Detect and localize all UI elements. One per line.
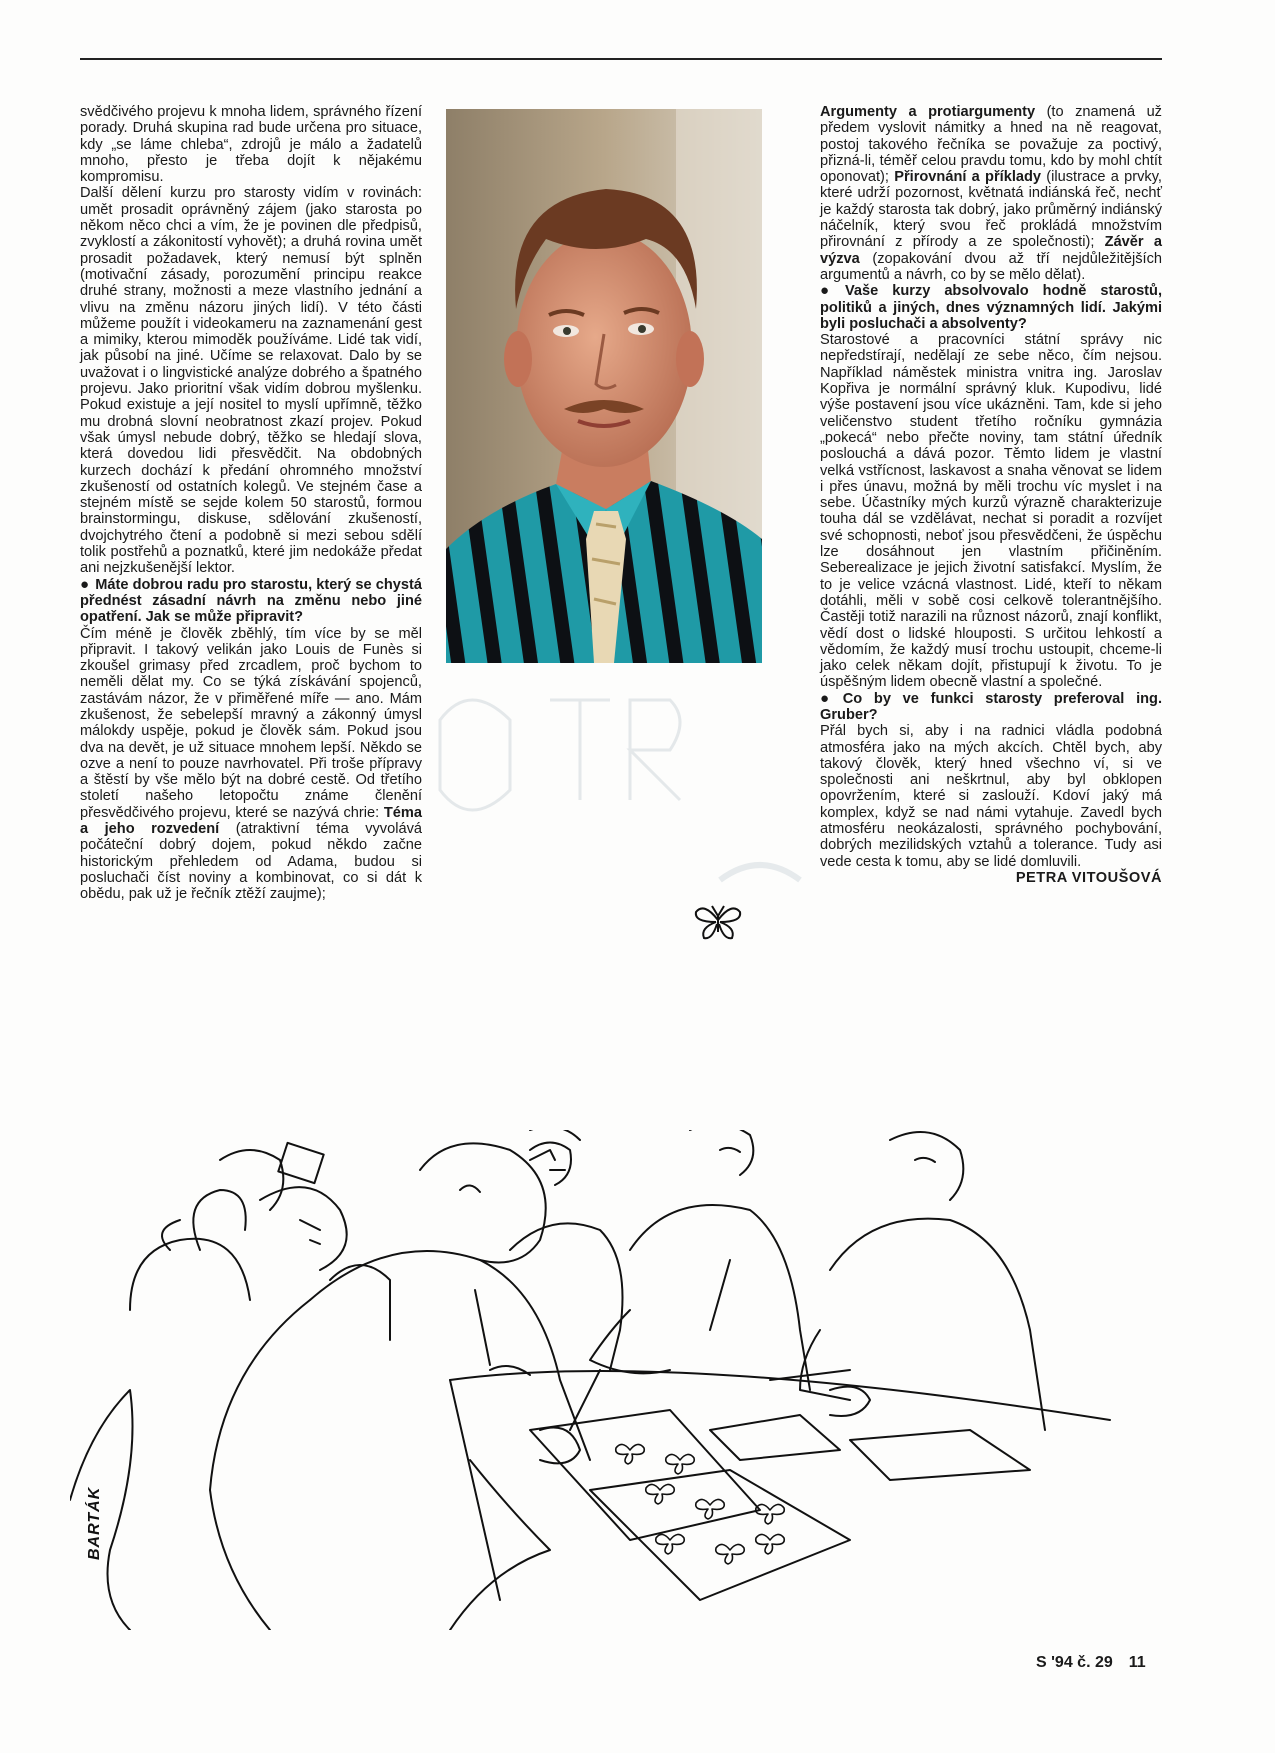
question-text: Máte dobrou radu pro starostu, který se chystá přednést zásadní návrh na změnu nebo jiné opatření. Jak se může připravit? [80, 576, 423, 626]
interview-question [80, 577, 422, 626]
page-footer [1036, 1654, 1146, 1672]
bold-term: Závěr a výzva [820, 234, 1162, 267]
portrait-photo [446, 109, 762, 663]
bold-term: Přirovnání a příklady [894, 169, 1042, 186]
question-text: Co by ve funkci starosty preferoval ing. Gruber? [820, 690, 1163, 723]
text-run: (zopakování dvou až tří nejdůležitějších argumentů a návrh, co by se mělo dělat). [820, 250, 1162, 283]
portrait-illustration [446, 109, 762, 663]
bullet-icon: ● [820, 282, 839, 300]
text-run: Čím méně je člověk zběhlý, tím více by se měl připravit. I takový velikán jako Louis de Funès si zkoušel grimasy před zrcadlem, proč bychom to neměli dělat my. Co se týká získávání spojenců, zastávám názor, že v přiměřené míře — ano. Mám zkušenost, že sebelepší mravný a zákonný úmysl málokdy uspěje, pokud je člověk sám. Pokud jsou dva na devět, je už situace mnohem lepší. Někdo se ozve a není to pouze navrhovatel. Při troše přípravy a štěstí by vše mělo být na dobré cestě. Od třetího století našeho letopočtu známe členění přesvědčivého projevu, které se nazývá chrie: [80, 625, 422, 821]
article-column-right [820, 104, 1162, 886]
paragraph: svědčivého projevu k mnoha lidem, správného řízení porady. Druhá skupina rad bude určena pro situace, kdy „se láme chleba“, zdrojů je málo a žadatelů mnoho, přesto je třeba dojít k nějakému kompromisu. [80, 104, 422, 186]
bullet-icon: ● [820, 689, 837, 707]
butterfly-icon [690, 898, 746, 942]
paragraph: Starostové a pracovníci státní správy nic nepředstírají, nedělají ze sebe něco, čím nejsou. Například náměstek ministra vnitra ing. Jaroslav Kopřiva je normální správný kluk. Kupodivu, lidé výše postavení jsou více ukázněni. Tam, kde si jeho veličenstvo student třetího ročníku gymnázia „pokecá“ nebo přečte noviny, tam státní úředník poslouchá a dává pozor. Těmto lidem je vlastní velká vstřícnost, laskavost a snaha věnovat se lidem i přes únavu, možná by měli trochu víc myslet i na sebe. Účastníky mých kurzů výrazně charakterizuje touha dál se vzdělávat, nechat si poradit a rozvíjet své schopnosti, neboť jsou přesvědčeni, že úspěchu lze dosáhnout jen vlastním přičiněním. Seberealizace je jejich životní satisfakcí. Myslím, že to je velice vzácná vlastnost. Lidé, kteří to někam dotáhli, měli v sobě cosi celkově tolerantnějšího. Častěji totiž narazili na různost názorů, znají konflikt, vědí dost o lidské hlouposti. S určitou lehkostí a vědomím, že každý musí trochu ustoupit, chceme-li jako celek někam dojít, přistupují k životu. To je úspěšným lidem obecně vlastní a společné. [820, 332, 1162, 691]
top-rule [80, 58, 1162, 60]
author-byline: PETRA VITOUŠOVÁ [1015, 869, 1162, 886]
interview-question [820, 691, 1162, 724]
bold-term: Téma a jeho rozvedení [80, 804, 422, 838]
show-through-shapes [430, 680, 810, 980]
cartoon-illustration [70, 1130, 1180, 1630]
paragraph: Přál bych si, aby i na radnici vládla podobná atmosféra jako na mých akcích. Chtěl bych, aby takový člověk, který hned všechno ví, si ve společnosti ani neškrtnul, aby byl obklopen opovržením, které si zaslouží. Kdoví jaký má komplex, když se nad námi vytahuje. Zavedl bych atmosféru neokázalosti, správného pochybování, dobrých mezilidských vztahů a tolerance. Tudy asi vede cesta k tomu, aby se lidé domluvili. [820, 723, 1162, 870]
question-text: Vaše kurzy absolvovalo hodně starostů, politiků a jiných, dnes významných lidí. Jakými byli posluchači a absolventy? [820, 283, 1163, 332]
article-column-left [80, 104, 422, 903]
bold-term: Argumenty a protiargumenty [820, 104, 1036, 120]
paragraph [80, 626, 422, 903]
text-run: (to znamená už předem vyslovit námitky a hned na ně reagovat, postoj takového řečníka se považuje za poctivý, přizná-li, téměř celou pravdu tomu, kdo by mohl chtít oponovat); [820, 104, 1162, 186]
bullet-icon: ● [80, 575, 90, 593]
issue-label: S '94 č. 29 [1036, 1654, 1113, 1671]
paragraph [820, 104, 1162, 283]
paragraph: Další dělení kurzu pro starosty vidím v rovinách: umět prosadit oprávněný zájem (jako starosta po někom něco chci a vím, že je povinen dle předpisů, zvyklostí a zákonitostí vyhovět); a druhá rovina umět prosadit požadavek, který nemusí být splněn (motivační zásady, porozumění principu reakce druhé strany, možnosti a meze vlastního jednání a vlivu na změnu názoru jiných lidí). V této části můžeme použít i videokameru na zaznamenání gest a mimiky, kterou mimoděk používáme. Lidé tak vidí, jak působí na jiné. Učíme se relaxovat. Dalo by se uvažovat i o lingvistické analýze dobrého a špatného projevu. Jako prioritní však vidím dobrou myšlenku. Pokud existuje a její nositel to myslí upřímně, těžko mu drobná slovní neobratnost zkazí projev. Pokud však úmysl nebude dobrý, těžko se hledají slova, která dovedou lidi přesvědčit. Na obdobných kurzech dochází k předání ohromného množství zkušeností od ostatních kolegů. Ve stejném čase a stejném místě se sejde kolem 50 starostů, formou brainstormingu, diskuse, sdělování zkušeností, dvojchytrého čtení a podobně si mezi sebou sdělí tolik postřehů a poznatků, které jim nedokáže předat ani nejzkušenější lektor. [80, 185, 422, 577]
text-run: (atraktivní téma vyvolává počáteční dobrý dojem, pokud někdo začne historickým přehledem od Adama, budou si posluchači číst noviny a kombinovat, co si dát k obědu, pak už je řečník ztěží zaujme); [80, 821, 422, 903]
text-run: (ilustrace a prvky, které udrží pozornost, květnatá indiánská řeč, nechť je každý starosta tak dobrý, jako průměrný indiánský náčelník, který svou řeč prokládá množstvím přirovnání z přírody a ze společnosti); [820, 169, 1162, 251]
interview-question [820, 283, 1162, 332]
signature-text: BARTÁK [86, 1486, 103, 1560]
page-number: 11 [1128, 1654, 1146, 1671]
